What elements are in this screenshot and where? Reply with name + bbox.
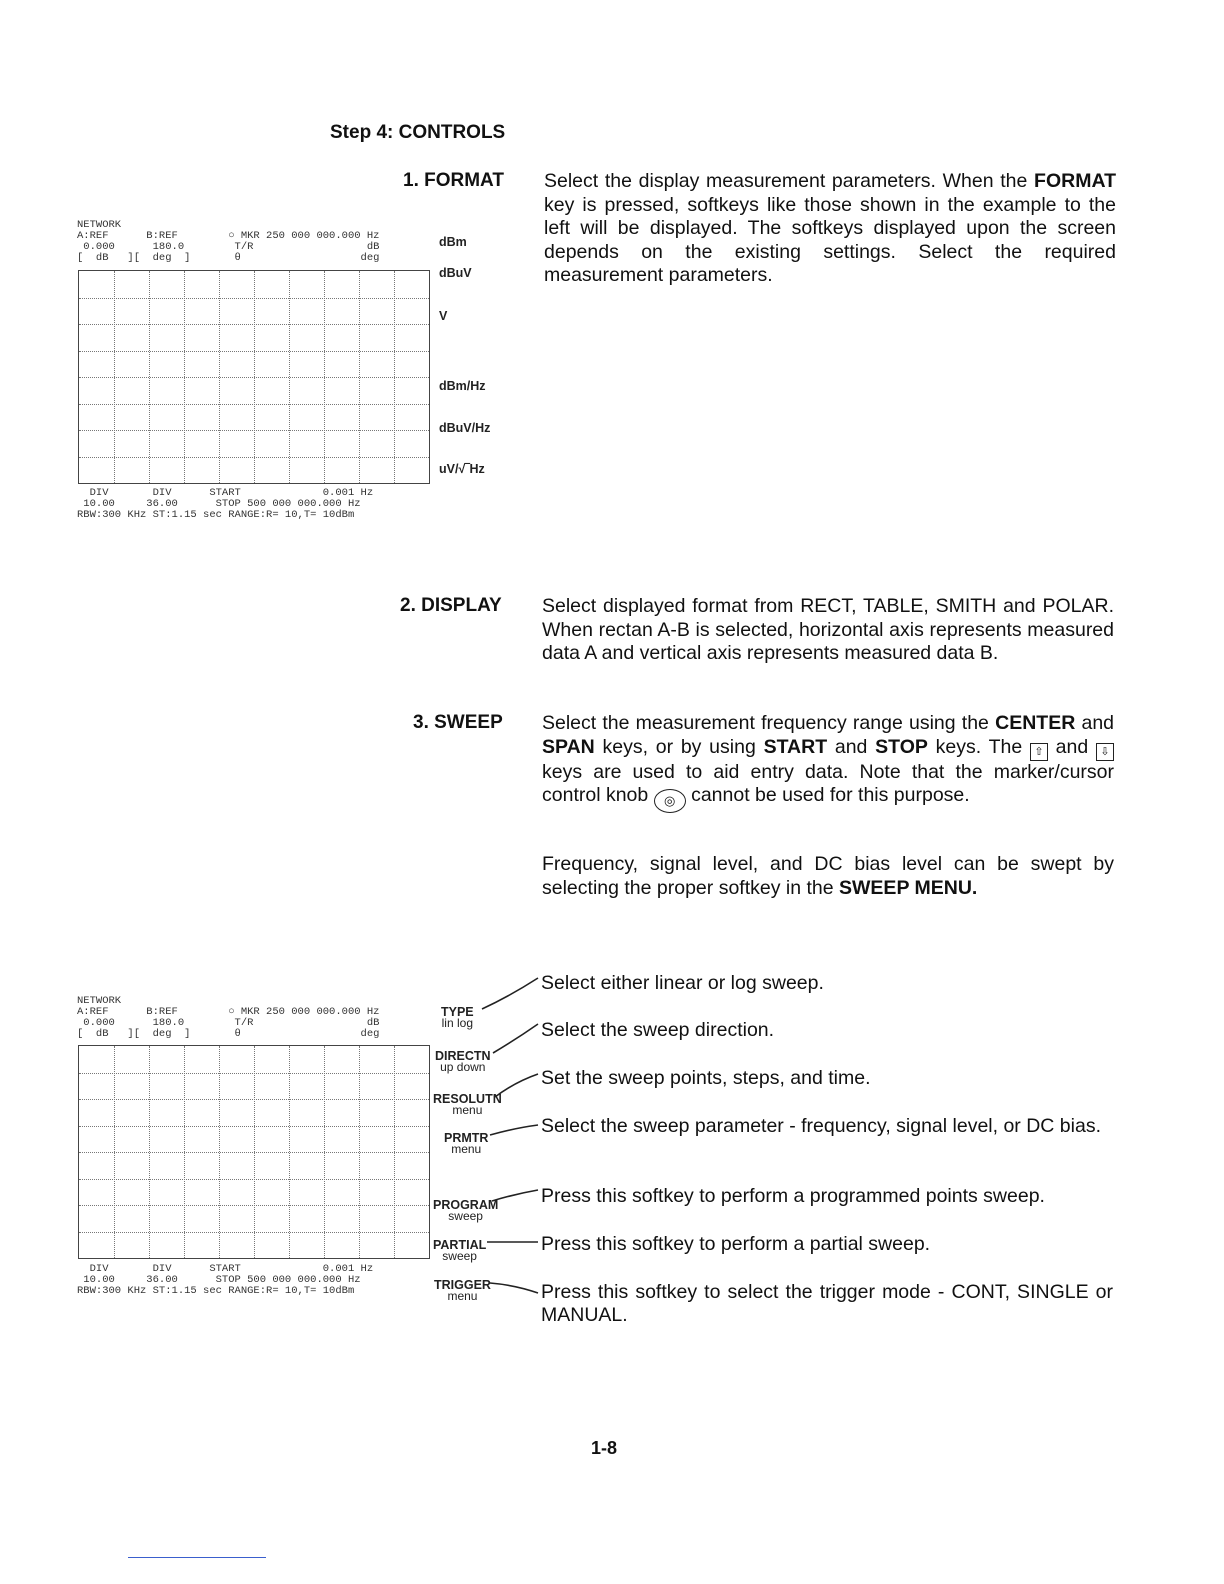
softkey-sub: sweep bbox=[442, 1249, 477, 1263]
sweep-text: keys, or by using bbox=[602, 735, 756, 758]
softkey-dbuv-hz[interactable]: dBuV/Hz bbox=[439, 421, 491, 435]
softkey-label: PARTIAL bbox=[433, 1238, 487, 1252]
softkey-sub: menu bbox=[452, 1103, 483, 1117]
softkey-dbm[interactable]: dBm bbox=[439, 235, 467, 249]
softkey-sub: lin log bbox=[441, 1016, 473, 1030]
section-title: Step 4: CONTROLS bbox=[330, 122, 506, 143]
control-knob-icon: ◎ bbox=[654, 789, 686, 813]
softkey-label: DIRECTN bbox=[435, 1049, 491, 1063]
screen-header-line: A:REF B:REF ○ MKR 250 000 000.000 Hz bbox=[77, 1006, 380, 1018]
sweep-text: and bbox=[1081, 712, 1115, 734]
screen-header-line: [ dB ][ deg ] θ deg bbox=[77, 252, 380, 264]
callout-line bbox=[490, 1283, 538, 1293]
note-program: Press this softkey to perform a programmed points sweep. bbox=[541, 1185, 1045, 1207]
callout-line bbox=[490, 1125, 538, 1135]
softkey-dbuv[interactable]: dBuV bbox=[439, 266, 472, 280]
up-arrow-key-icon: ⇧ bbox=[1030, 743, 1048, 761]
sweep-text: Select the measurement frequency range using the bbox=[542, 712, 989, 734]
softkey-label: RESOLUTN bbox=[433, 1092, 502, 1106]
note-partial: Press this softkey to perform a partial sweep. bbox=[541, 1233, 931, 1255]
softkey-label: PRMTR bbox=[444, 1131, 489, 1145]
sweep-menu-key: SWEEP MENU. bbox=[839, 876, 978, 899]
sweep-text: cannot be used for this purpose. bbox=[691, 784, 970, 806]
screen-header-line: [ dB ][ deg ] θ deg bbox=[77, 1028, 380, 1040]
screen-header-line: A:REF B:REF ○ MKR 250 000 000.000 Hz bbox=[77, 230, 380, 242]
sweep-text: and bbox=[834, 735, 868, 758]
sweep-text: keys are used to aid entry data. Note that the marker/cursor control knob bbox=[542, 760, 1114, 806]
softkey-sub: sweep bbox=[448, 1209, 483, 1223]
screen-header-line: NETWORK bbox=[77, 219, 122, 231]
softkey-sub: menu bbox=[451, 1142, 482, 1156]
softkey-uv-rthz[interactable]: uV/√‾Hz bbox=[439, 462, 485, 476]
note-parameter: Select the sweep parameter - frequency, signal level, or DC bias. bbox=[541, 1115, 1101, 1137]
screen-header-line: NETWORK bbox=[77, 995, 122, 1007]
footer-rule bbox=[128, 1557, 266, 1558]
page-number: 1-8 bbox=[591, 1438, 618, 1458]
format-key: FORMAT bbox=[1034, 170, 1116, 192]
stop-key-label: STOP bbox=[875, 735, 928, 758]
softkey-label: TYPE bbox=[441, 1005, 474, 1019]
center-key-label: CENTER bbox=[995, 712, 1076, 734]
screen-footer-line: 10.00 36.00 STOP 500 000 000.000 Hz bbox=[77, 1274, 361, 1286]
screen-header-line: 0.000 180.0 T/R dB bbox=[77, 241, 380, 253]
note-direction: Select the sweep direction. bbox=[541, 1019, 775, 1041]
softkey-dbm-hz[interactable]: dBm/Hz bbox=[439, 379, 486, 393]
softkey-sub: up down bbox=[440, 1060, 486, 1074]
format-text-a: Select the display measurement parameters. When the bbox=[544, 170, 1028, 192]
sweep-heading: 3. SWEEP bbox=[413, 712, 503, 733]
callout-line bbox=[492, 1190, 538, 1201]
note-resolution: Set the sweep points, steps, and time. bbox=[541, 1067, 871, 1089]
softkey-v[interactable]: V bbox=[439, 309, 448, 323]
screen-footer-line: RBW:300 KHz ST:1.15 sec RANGE:R= 10,T= 10dBm bbox=[77, 1285, 355, 1297]
screen-footer-line: DIV DIV START 0.001 Hz bbox=[77, 487, 374, 499]
format-heading: 1. FORMAT bbox=[403, 170, 504, 191]
screen-footer-line: 10.00 36.00 STOP 500 000 000.000 Hz bbox=[77, 498, 361, 510]
screen-header-line: 0.000 180.0 T/R dB bbox=[77, 1017, 380, 1029]
sweep-menu-text: Frequency, signal level, and DC bias level can be swept by selecting the proper softkey in the bbox=[542, 853, 1114, 899]
display-description: Select displayed format from RECT, TABLE, SMITH and POLAR. When rectan A-B is selected, horizontal axis represents measured data A and vertical axis represents measured data B. bbox=[542, 595, 1114, 664]
display-heading: 2. DISPLAY bbox=[400, 595, 502, 616]
softkey-label: TRIGGER bbox=[434, 1278, 491, 1292]
screen-footer-line: RBW:300 KHz ST:1.15 sec RANGE:R= 10,T= 10dBm bbox=[77, 509, 355, 521]
softkey-sub: menu bbox=[447, 1289, 478, 1303]
softkey-label: PROGRAM bbox=[433, 1198, 499, 1212]
callout-line bbox=[493, 1024, 538, 1053]
down-arrow-key-icon: ⇩ bbox=[1096, 743, 1114, 761]
start-key-label: START bbox=[763, 735, 828, 758]
format-text-b: key is pressed, softkeys like those shown in the example to the left will be displayed. The softkeys displayed upon the screen depends on the existing settings. Select the required measurement parameters. bbox=[544, 193, 1116, 286]
screen-footer-line: DIV DIV START 0.001 Hz bbox=[77, 1263, 374, 1275]
note-trigger: Press this softkey to select the trigger mode - CONT, SINGLE or MANUAL. bbox=[541, 1281, 1113, 1326]
callout-line bbox=[482, 978, 538, 1009]
sweep-text: and bbox=[1055, 735, 1089, 758]
callout-line bbox=[495, 1074, 538, 1097]
note-type: Select either linear or log sweep. bbox=[541, 972, 824, 994]
span-key-label: SPAN bbox=[542, 735, 595, 758]
sweep-text: keys. The bbox=[935, 735, 1023, 758]
